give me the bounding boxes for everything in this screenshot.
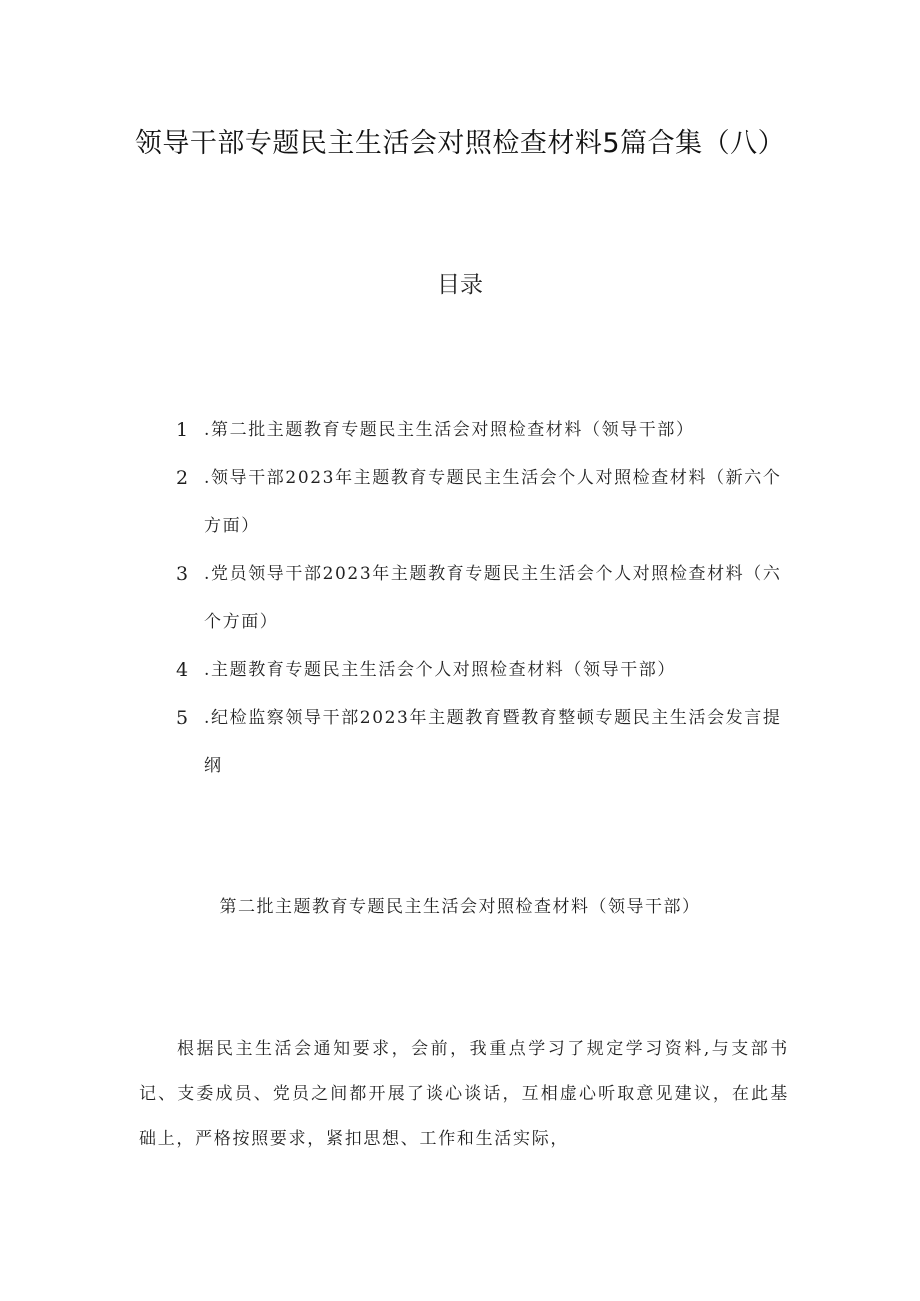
toc-item — [176, 406, 796, 454]
document-title: 领导干部专题民主生活会对照检查材料5篇合集（八） — [134, 128, 786, 159]
toc-item — [176, 646, 796, 694]
toc-item-number: 4 — [176, 659, 189, 681]
toc-item-number: 2 — [176, 467, 189, 489]
body-paragraph: 根据民主生活会通知要求，会前，我重点学习了规定学习资料,与支部书记、支委成员、党员之间都开展了谈心谈话，互相虚心听取意见建议，在此基础上，严格按照要求，紧扣思想、工作和生活实际， — [139, 1039, 789, 1149]
toc-item-number: 3 — [176, 563, 189, 585]
toc-item-text: .第二批主题教育专题民主生活会对照检查材料（领导干部） — [204, 420, 695, 440]
toc-item-text: .纪检监察领导干部2023年主题教育暨教育整顿专题民主生活会发言提纲 — [204, 708, 782, 776]
toc-item-number: 5 — [176, 707, 189, 729]
toc-heading: 目录 — [437, 272, 483, 298]
toc-item — [176, 550, 796, 646]
toc-item-text: .党员领导干部2023年主题教育专题民主生活会个人对照检查材料（六个方面） — [204, 564, 782, 632]
toc-item-number: 1 — [176, 419, 189, 441]
toc-item — [176, 454, 796, 550]
toc-item-text: .领导干部2023年主题教育专题民主生活会个人对照检查材料（新六个方面） — [204, 468, 782, 536]
section-title: 第二批主题教育专题民主生活会对照检查材料（领导干部） — [219, 897, 701, 917]
toc-item-text: .主题教育专题民主生活会个人对照检查材料（领导干部） — [204, 660, 677, 680]
toc-item — [176, 694, 796, 790]
table-of-contents — [176, 406, 796, 790]
